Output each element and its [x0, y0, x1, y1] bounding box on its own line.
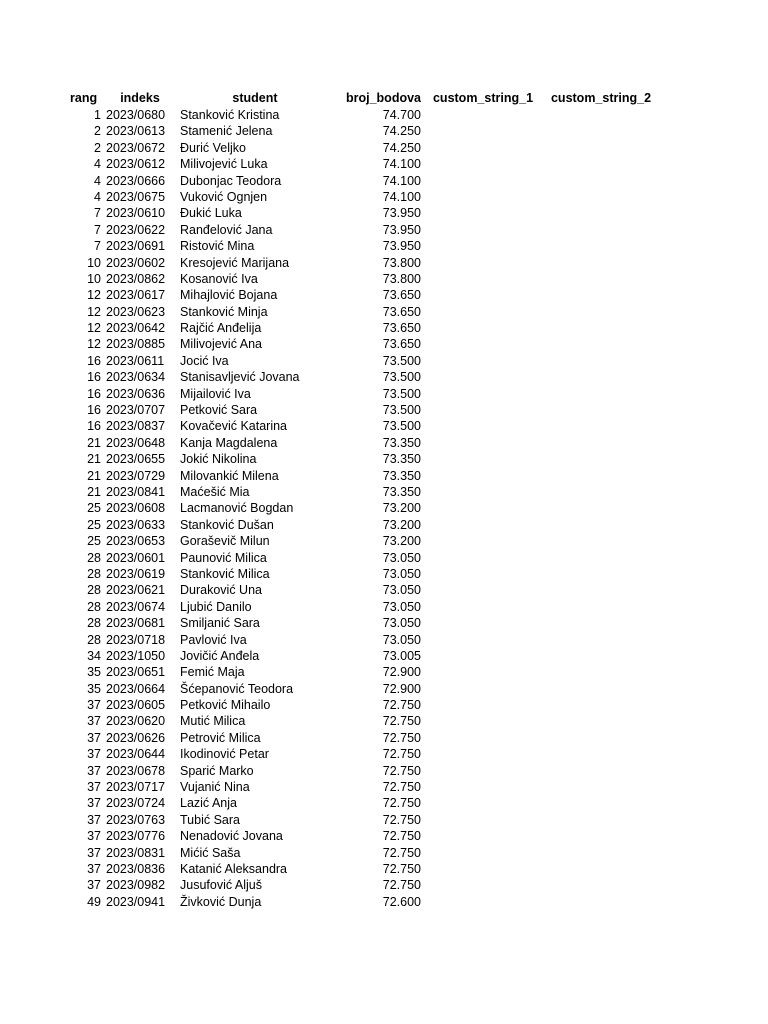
rang-cell: 4 [94, 157, 101, 172]
table-row [0, 763, 768, 779]
broj-bodova-cell: 73.005 [382, 648, 421, 663]
table-row [0, 418, 768, 434]
broj-bodova-cell: 73.650 [382, 288, 421, 303]
rang-cell: 34 [87, 648, 101, 663]
broj-bodova-cell: 73.050 [382, 550, 421, 565]
student-cell: Mihajlović Bojana [180, 288, 278, 303]
table-row [0, 140, 768, 156]
rang-cell: 25 [87, 534, 101, 549]
student-cell: Ikodinović Petar [180, 747, 269, 762]
table-row [0, 877, 768, 893]
table-row [0, 550, 768, 566]
indeks-cell: 2023/0621 [106, 583, 166, 598]
rang-cell: 7 [94, 206, 101, 221]
rang-cell: 7 [94, 239, 101, 254]
student-cell: Paunović Milica [180, 550, 267, 565]
student-cell: Đukić Luka [180, 206, 242, 221]
student-cell: Milovankić Milena [180, 468, 279, 483]
student-cell: Dubonjac Teodora [180, 173, 282, 188]
broj-bodova-cell: 73.500 [382, 353, 421, 368]
student-cell: Smiljanić Sara [180, 616, 260, 631]
table-row [0, 271, 768, 287]
rang-cell: 16 [87, 353, 101, 368]
student-cell: Jovičić Anđela [180, 648, 260, 663]
column-header-custom-string-1: custom_string_1 [432, 91, 534, 105]
broj-bodova-cell: 72.900 [382, 681, 421, 696]
rang-cell: 16 [87, 386, 101, 401]
indeks-cell: 2023/0841 [106, 484, 166, 499]
indeks-cell: 2023/0613 [106, 124, 166, 139]
table-row [0, 713, 768, 729]
student-cell: Mićić Saša [180, 845, 241, 860]
indeks-cell: 2023/0862 [106, 271, 166, 286]
broj-bodova-cell: 73.050 [382, 566, 421, 581]
indeks-cell: 2023/0680 [106, 108, 166, 122]
broj-bodova-cell: 73.200 [382, 517, 421, 532]
rang-cell: 28 [87, 550, 101, 565]
table-row [0, 615, 768, 631]
student-cell: Đurić Veljko [180, 140, 246, 155]
table-row [0, 238, 768, 254]
indeks-cell: 2023/0724 [106, 796, 166, 811]
rang-cell: 10 [87, 271, 101, 286]
indeks-cell: 2023/0666 [106, 173, 166, 188]
student-cell: Mutić Milica [180, 714, 246, 729]
broj-bodova-cell: 74.700 [382, 108, 421, 122]
table-row [0, 402, 768, 418]
indeks-cell: 2023/0620 [106, 714, 166, 729]
indeks-cell: 2023/0653 [106, 534, 166, 549]
indeks-cell: 2023/0763 [106, 812, 166, 827]
rang-cell: 28 [87, 583, 101, 598]
indeks-cell: 2023/0617 [106, 288, 166, 303]
indeks-cell: 2023/0619 [106, 566, 166, 581]
broj-bodova-cell: 73.200 [382, 534, 421, 549]
indeks-cell: 2023/1050 [106, 648, 166, 663]
broj-bodova-cell: 72.750 [382, 861, 421, 876]
indeks-cell: 2023/0622 [106, 222, 166, 237]
table-row [0, 320, 768, 336]
student-cell: Jokić Nikolina [180, 452, 257, 467]
column-header-broj-bodova: broj_bodova [345, 91, 421, 105]
broj-bodova-cell: 73.500 [382, 419, 421, 434]
indeks-cell: 2023/0623 [106, 304, 166, 319]
student-cell: Maćešić Mia [180, 484, 250, 499]
table-row [0, 533, 768, 549]
broj-bodova-cell: 72.750 [382, 829, 421, 844]
student-cell: Rajčić Anđelija [180, 321, 262, 336]
student-cell: Milivojević Luka [180, 157, 268, 172]
indeks-cell: 2023/0601 [106, 550, 166, 565]
broj-bodova-cell: 73.650 [382, 304, 421, 319]
indeks-cell: 2023/0674 [106, 599, 166, 614]
broj-bodova-cell: 73.650 [382, 337, 421, 352]
broj-bodova-cell: 73.950 [382, 239, 421, 254]
table-row [0, 795, 768, 811]
rang-cell: 7 [94, 222, 101, 237]
rang-cell: 16 [87, 403, 101, 418]
rang-cell: 21 [87, 435, 101, 450]
indeks-cell: 2023/0681 [106, 616, 166, 631]
table-row [0, 451, 768, 467]
broj-bodova-cell: 72.750 [382, 714, 421, 729]
student-cell: Petrović Milica [180, 730, 261, 745]
table-row [0, 107, 768, 123]
rang-cell: 35 [87, 665, 101, 680]
broj-bodova-cell: 72.750 [382, 812, 421, 827]
rang-cell: 2 [94, 124, 101, 139]
table-row [0, 861, 768, 877]
table-row [0, 353, 768, 369]
indeks-cell: 2023/0718 [106, 632, 166, 647]
indeks-cell: 2023/0729 [106, 468, 166, 483]
rang-cell: 16 [87, 370, 101, 385]
table-row [0, 386, 768, 402]
broj-bodova-cell: 72.750 [382, 763, 421, 778]
rang-cell: 21 [87, 468, 101, 483]
rang-cell: 35 [87, 681, 101, 696]
table-row [0, 632, 768, 648]
broj-bodova-cell: 72.750 [382, 698, 421, 713]
indeks-cell: 2023/0610 [106, 206, 166, 221]
table-row [0, 435, 768, 451]
rang-cell: 16 [87, 419, 101, 434]
broj-bodova-cell: 73.050 [382, 616, 421, 631]
table-row [0, 500, 768, 516]
table-row [0, 222, 768, 238]
column-header-indeks: indeks [120, 91, 160, 105]
indeks-cell: 2023/0626 [106, 730, 166, 745]
student-cell: Duraković Una [180, 583, 262, 598]
rang-cell: 2 [94, 140, 101, 155]
rang-cell: 37 [87, 845, 101, 860]
table-row [0, 517, 768, 533]
broj-bodova-cell: 73.650 [382, 321, 421, 336]
broj-bodova-cell: 72.750 [382, 878, 421, 893]
indeks-cell: 2023/0633 [106, 517, 166, 532]
student-cell: Stamenić Jelena [180, 124, 273, 139]
table-row [0, 123, 768, 139]
indeks-cell: 2023/0982 [106, 878, 166, 893]
table-row [0, 845, 768, 861]
indeks-cell: 2023/0605 [106, 698, 166, 713]
student-cell: Sparić Marko [180, 763, 254, 778]
student-cell: Petković Mihailo [180, 698, 271, 713]
student-cell: Ranđelović Jana [180, 222, 273, 237]
student-cell: Nenadović Jovana [180, 829, 283, 844]
rang-cell: 37 [87, 780, 101, 795]
indeks-cell: 2023/0672 [106, 140, 166, 155]
rang-cell: 12 [87, 288, 101, 303]
indeks-cell: 2023/0837 [106, 419, 166, 434]
indeks-cell: 2023/0678 [106, 763, 166, 778]
rang-cell: 37 [87, 698, 101, 713]
table-row [0, 255, 768, 271]
rang-cell: 12 [87, 304, 101, 319]
broj-bodova-cell: 73.950 [382, 222, 421, 237]
table-row [0, 304, 768, 320]
student-cell: Kanja Magdalena [180, 435, 278, 450]
broj-bodova-cell: 73.500 [382, 403, 421, 418]
indeks-cell: 2023/0836 [106, 861, 166, 876]
student-cell: Ristović Mina [180, 239, 255, 254]
rang-cell: 28 [87, 632, 101, 647]
broj-bodova-cell: 72.900 [382, 665, 421, 680]
table-row [0, 812, 768, 828]
student-cell: Katanić Aleksandra [180, 861, 288, 876]
rang-cell: 12 [87, 337, 101, 352]
broj-bodova-cell: 73.800 [382, 255, 421, 270]
indeks-cell: 2023/0642 [106, 321, 166, 336]
rang-cell: 1 [94, 108, 101, 122]
indeks-cell: 2023/0644 [106, 747, 166, 762]
rang-cell: 21 [87, 452, 101, 467]
table-row [0, 189, 768, 205]
broj-bodova-cell: 73.950 [382, 206, 421, 221]
rang-cell: 28 [87, 599, 101, 614]
indeks-cell: 2023/0636 [106, 386, 166, 401]
student-cell: Jusufović Aljuš [180, 878, 262, 893]
student-cell: Kovačević Katarina [180, 419, 288, 434]
rang-cell: 49 [87, 894, 101, 909]
broj-bodova-cell: 73.350 [382, 452, 421, 467]
table-row [0, 779, 768, 795]
table-row [0, 336, 768, 352]
rang-cell: 28 [87, 616, 101, 631]
student-cell: Tubić Sara [180, 812, 240, 827]
broj-bodova-cell: 73.350 [382, 435, 421, 450]
broj-bodova-cell: 72.750 [382, 780, 421, 795]
indeks-cell: 2023/0691 [106, 239, 166, 254]
rang-cell: 21 [87, 484, 101, 499]
broj-bodova-cell: 73.050 [382, 599, 421, 614]
table-row [0, 648, 768, 664]
student-cell: Vujanić Nina [180, 780, 250, 795]
rang-cell: 25 [87, 517, 101, 532]
broj-bodova-cell: 72.600 [382, 894, 421, 909]
table-header-row [0, 90, 768, 107]
broj-bodova-cell: 73.050 [382, 583, 421, 598]
broj-bodova-cell: 72.750 [382, 747, 421, 762]
results-table [0, 90, 768, 910]
rang-cell: 37 [87, 812, 101, 827]
broj-bodova-cell: 74.100 [382, 189, 421, 204]
broj-bodova-cell: 73.500 [382, 386, 421, 401]
student-cell: Vuković Ognjen [180, 189, 268, 204]
indeks-cell: 2023/0941 [106, 894, 166, 909]
student-cell: Živković Dunja [180, 894, 262, 909]
student-cell: Pavlović Iva [180, 632, 247, 647]
column-header-rang: rang [70, 91, 98, 105]
table-row [0, 566, 768, 582]
rang-cell: 12 [87, 321, 101, 336]
broj-bodova-cell: 74.250 [382, 140, 421, 155]
rang-cell: 37 [87, 861, 101, 876]
indeks-cell: 2023/0611 [106, 353, 165, 368]
table-row [0, 894, 768, 910]
table-row [0, 746, 768, 762]
table-row [0, 664, 768, 680]
student-cell: Stanković Kristina [180, 108, 280, 122]
table-row [0, 484, 768, 500]
table-row [0, 287, 768, 303]
student-cell: Ljubić Danilo [180, 599, 252, 614]
indeks-cell: 2023/0831 [106, 845, 166, 860]
broj-bodova-cell: 74.250 [382, 124, 421, 139]
indeks-cell: 2023/0608 [106, 501, 166, 516]
table-row [0, 173, 768, 189]
indeks-cell: 2023/0651 [106, 665, 166, 680]
broj-bodova-cell: 73.350 [382, 468, 421, 483]
column-header-student: student [232, 91, 278, 105]
rang-cell: 25 [87, 501, 101, 516]
broj-bodova-cell: 73.500 [382, 370, 421, 385]
student-cell: Kresojević Marijana [180, 255, 290, 270]
table-row [0, 156, 768, 172]
table-row [0, 697, 768, 713]
broj-bodova-cell: 73.200 [382, 501, 421, 516]
table-body [0, 107, 768, 910]
student-cell: Šćepanović Teodora [180, 681, 294, 696]
indeks-cell: 2023/0602 [106, 255, 166, 270]
table-row [0, 582, 768, 598]
table-row [0, 468, 768, 484]
student-cell: Stanisavljević Jovana [180, 370, 300, 385]
table-row [0, 730, 768, 746]
table-row [0, 599, 768, 615]
broj-bodova-cell: 73.800 [382, 271, 421, 286]
table-row [0, 369, 768, 385]
rang-cell: 37 [87, 714, 101, 729]
broj-bodova-cell: 72.750 [382, 845, 421, 860]
student-cell: Lacmanović Bogdan [180, 501, 294, 516]
broj-bodova-cell: 73.050 [382, 632, 421, 647]
indeks-cell: 2023/0664 [106, 681, 166, 696]
indeks-cell: 2023/0776 [106, 829, 166, 844]
rang-cell: 10 [87, 255, 101, 270]
broj-bodova-cell: 74.100 [382, 173, 421, 188]
student-cell: Mijailović Iva [180, 386, 251, 401]
student-cell: Petković Sara [180, 403, 258, 418]
indeks-cell: 2023/0634 [106, 370, 166, 385]
rang-cell: 37 [87, 829, 101, 844]
table-row [0, 828, 768, 844]
rang-cell: 28 [87, 566, 101, 581]
rang-cell: 37 [87, 878, 101, 893]
rang-cell: 37 [87, 747, 101, 762]
student-cell: Jocić Iva [180, 353, 229, 368]
table-row [0, 681, 768, 697]
indeks-cell: 2023/0707 [106, 403, 166, 418]
rang-cell: 4 [94, 189, 101, 204]
indeks-cell: 2023/0675 [106, 189, 166, 204]
student-cell: Kosanović Iva [180, 271, 258, 286]
indeks-cell: 2023/0612 [106, 157, 166, 172]
indeks-cell: 2023/0885 [106, 337, 166, 352]
student-cell: Goraševič Milun [180, 534, 270, 549]
student-cell: Femić Maja [180, 665, 245, 680]
broj-bodova-cell: 74.100 [382, 157, 421, 172]
rang-cell: 37 [87, 730, 101, 745]
broj-bodova-cell: 73.350 [382, 484, 421, 499]
student-cell: Stanković Milica [180, 566, 270, 581]
student-cell: Stanković Dušan [180, 517, 274, 532]
broj-bodova-cell: 72.750 [382, 730, 421, 745]
student-cell: Lazić Anja [180, 796, 237, 811]
indeks-cell: 2023/0648 [106, 435, 166, 450]
table-row [0, 205, 768, 221]
broj-bodova-cell: 72.750 [382, 796, 421, 811]
student-cell: Stanković Minja [180, 304, 268, 319]
rang-cell: 4 [94, 173, 101, 188]
indeks-cell: 2023/0655 [106, 452, 166, 467]
rang-cell: 37 [87, 763, 101, 778]
student-cell: Milivojević Ana [180, 337, 262, 352]
indeks-cell: 2023/0717 [106, 780, 166, 795]
rang-cell: 37 [87, 796, 101, 811]
column-header-custom-string-2: custom_string_2 [550, 91, 652, 105]
